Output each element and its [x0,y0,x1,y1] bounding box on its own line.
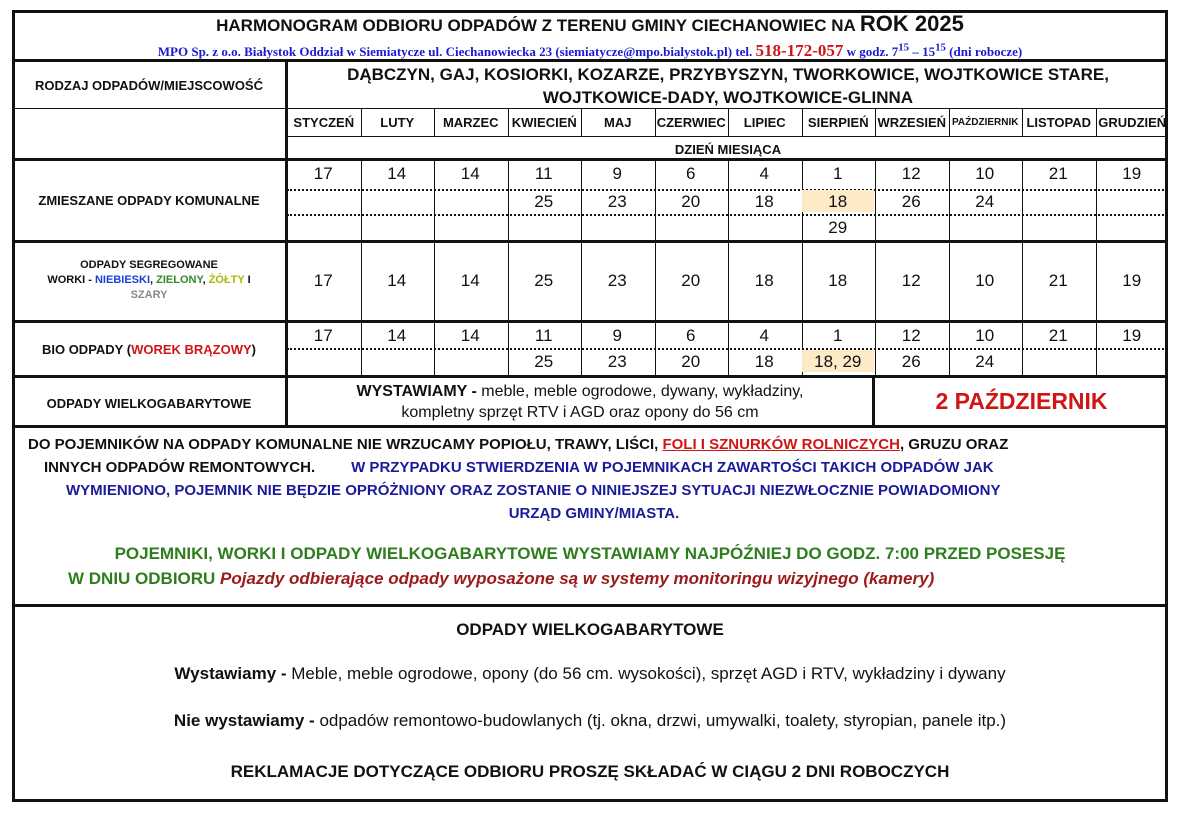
divider [12,240,1168,243]
bio-day: 19 [1122,326,1142,345]
blue-bag: NIEBIESKI [94,274,150,286]
yellow-bag: ŻÓŁTY [208,274,245,286]
bio-day: 4 [759,326,769,345]
bio-day: 6 [686,326,696,345]
segregated-day: 21 [1048,271,1068,290]
notice-red: FOLI I SZNURKÓW ROLNICZYCH [662,436,900,453]
bio-day: 25 [534,352,554,371]
divider [12,425,1168,428]
mixed-day: 12 [901,164,921,183]
deadline-notice [12,541,1168,591]
title-text: HARMONOGRAM ODBIORU ODPADÓW Z TERENU GMINY CIECHANOWIEC NA [216,16,860,35]
company-info [12,41,1168,61]
bio-day: 26 [901,352,921,371]
bulky-description [288,381,872,423]
bio-day: 20 [681,352,701,371]
mixed-day: 23 [607,192,627,211]
title-year: ROK 2025 [859,11,964,36]
segregated-day: 17 [313,271,333,290]
month-header: PAŹDZIERNIK [952,117,1019,128]
notice-text: DO POJEMNIKÓW NA ODPADY KOMUNALNE NIE WRZUCAMY POPIOŁU, TRAWY, LIŚCI, [28,436,663,453]
segregated-day: 18 [828,271,848,290]
mixed-day: 10 [975,164,995,183]
segregated-day: 12 [901,271,921,290]
mixed-day: 17 [313,164,333,183]
separator: , [202,274,209,286]
notice-text: INNYCH ODPADÓW REMONTOWYCH. [44,459,316,476]
segregated-day: 14 [387,271,407,290]
segregated-day: 23 [607,271,627,290]
month-header: MARZEC [442,115,499,130]
deadline-text: POJEMNIKI, WORKI I ODPADY WIELKOGABARYTOWE WYSTAWIAMY NAJPÓŹNIEJ DO GODZ. 7:00 PRZED POSESJĘ [114,544,1066,563]
bio-day: 14 [387,326,407,345]
divider [12,158,1168,161]
not-allowed-label: Nie wystawiamy - [173,711,320,730]
mixed-day: 6 [686,164,696,183]
page-title [12,11,1168,37]
not-allowed-text: odpadów remontowo-budowlanych (tj. okna, drzwi, umywalki, toalety, styropian, panele itp.) [319,711,1007,730]
mixed-waste-label: ZMIESZANE ODPADY KOMUNALNE [38,193,260,208]
complaints-notice: REKLAMACJE DOTYCZĄCE ODBIORU PROSZĘ SKŁADAĆ W CIĄGU 2 DNI ROBOCZYCH [230,762,950,781]
month-header: LIPIEC [743,115,786,130]
bio-day: 10 [975,326,995,345]
mixed-day: 19 [1122,164,1142,183]
segregated-day: 14 [460,271,480,290]
villages-line: DĄBCZYN, GAJ, KOSIORKI, KOZARZE, PRZYBYSZYN, TWORKOWICE, WOJTKOWICE STARE, [347,65,1109,84]
separator: I [244,274,251,286]
hours-sup: 15 [935,41,946,54]
grid-line [12,108,286,109]
brown-bag: WOREK BRĄZOWY [131,342,252,357]
bio-day: 21 [1048,326,1068,345]
mixed-day: 29 [828,218,848,237]
bags-text: WORKI - [47,274,95,286]
mixed-day: 21 [1048,164,1068,183]
bio-day: 11 [534,326,553,345]
day-of-month-label: DZIEŃ MIESIĄCA [674,142,782,157]
waste-type-label: RODZAJ ODPADÓW/MIEJSCOWOŚĆ [35,78,263,93]
villages-list [288,63,1168,109]
divider [12,320,1168,323]
month-header: WRZESIEŃ [877,115,947,130]
bio-day: 18, 29 [802,350,875,372]
bio-waste-label [12,342,286,357]
bag-colors [12,273,286,288]
bio-day: 1 [833,326,843,345]
grey-bag: SZARY [130,289,168,301]
divider [12,604,1168,607]
month-header: KWIECIEŃ [511,115,577,130]
bio-text: ) [251,342,257,357]
bulky-pickup-date: 2 PAŹDZIERNIK [935,388,1108,414]
mixed-day: 25 [534,192,554,211]
bio-text: BIO ODPADY ( [41,342,132,357]
hours-sup: 15 [898,41,910,54]
month-header: SIERPIEŃ [807,115,869,130]
mixed-day: 24 [975,192,995,211]
separator: , [150,274,157,286]
month-header: MAJ [604,115,632,130]
deadline-text: W DNIU ODBIORU [68,569,221,588]
company-address: MPO Sp. z o.o. Białystok Oddział w Siemiatycze ul. Ciechanowiecka 23 (siemiatycze@mpo.bialystok.pl) tel. [157,44,753,59]
mixed-day: 14 [460,164,480,183]
mixed-day: 4 [759,164,769,183]
month-header: GRUDZIEŃ [1098,115,1167,130]
camera-notice: Pojazdy odbierające odpady wyposażone są w systemy monitoringu wizyjnego (kamery) [220,569,935,588]
mixed-day: 20 [681,192,701,211]
segregated-day: 19 [1122,271,1142,290]
hours-text: w godz. 7 [846,44,899,59]
bio-day: 23 [607,352,627,371]
grid-line [287,136,1168,137]
hours-text: – 15 [909,44,936,59]
notice-blue: WYMIENIONO, POJEMNIK NIE BĘDZIE OPRÓŻNIONY ORAZ ZOSTANIE O NINIEJSZEJ SYTUACJI NIEZWŁOCZNIE POWIADOMIONY [66,482,1001,499]
mixed-day: 14 [387,164,407,183]
mixed-day: 18 [754,192,774,211]
segregated-title: ODPADY SEGREGOWANE [80,259,218,271]
villages-line: WOJTKOWICE-DADY, WOJTKOWICE-GLINNA [542,88,914,107]
phone-number[interactable]: 518-172-057 [755,41,844,60]
allowed-text: Meble, meble ogrodowe, opony (do 56 cm. wysokości), sprzęt AGD i RTV, wykładziny i dywany [291,664,1006,683]
bio-day: 18 [754,352,774,371]
divider [12,375,1168,378]
month-header: LISTOPAD [1026,115,1092,130]
notice-blue: URZĄD GMINY/MIASTA. [508,505,680,522]
bio-day: 24 [975,352,995,371]
bulky-section-title: ODPADY WIELKOGABARYTOWE [456,620,724,639]
segregated-day: 20 [681,271,701,290]
allowed-label: Wystawiamy - [174,664,292,683]
hours-text: (dni robocze) [945,44,1023,59]
bulky-allowed [12,664,1168,684]
month-header: LUTY [380,115,415,130]
segregated-day: 25 [534,271,554,290]
mixed-day: 26 [901,192,921,211]
notice-blue: W PRZYPADKU STWIERDZENIA W POJEMNIKACH ZAWARTOŚCI TAKICH ODPADÓW JAK [351,459,994,476]
bulky-bold: WYSTAWIAMY - [356,383,482,400]
bulky-text: meble, meble ogrodowe, dywany, wykładziny, [481,383,804,400]
segregated-waste-label [12,258,286,303]
mixed-day: 9 [612,164,622,183]
green-bag: ZIELONY [156,274,203,286]
segregated-day: 10 [975,271,995,290]
bulky-waste-label: ODPADY WIELKOGABARYTOWE [46,396,252,411]
bio-day: 14 [460,326,480,345]
notice-block [24,433,1164,525]
month-header: STYCZEŃ [293,115,355,130]
bio-day: 9 [612,326,622,345]
bulky-not-allowed [12,711,1168,731]
bio-day: 12 [901,326,921,345]
bulky-text: kompletny sprzęt RTV i AGD oraz opony do 56 cm [401,404,759,421]
segregated-day: 18 [754,271,774,290]
month-header: CZERWIEC [656,115,726,130]
bio-day: 17 [313,326,333,345]
mixed-day: 11 [534,164,553,183]
notice-text: , GRUZU ORAZ [899,436,1009,453]
mixed-day: 18 [802,190,875,212]
mixed-day: 1 [833,164,843,183]
